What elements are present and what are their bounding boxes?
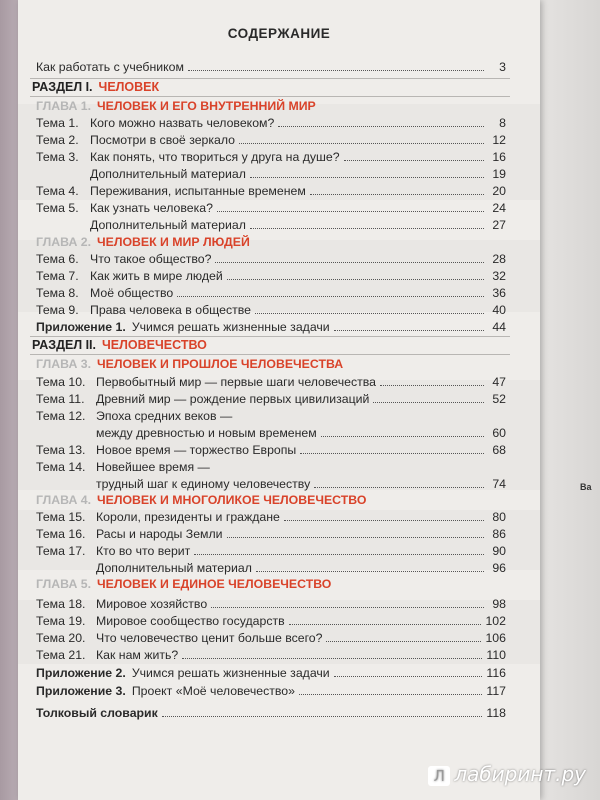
section-heading-2: РАЗДЕЛ II. ЧЕЛОВЕЧЕСТВО — [32, 338, 207, 352]
toc-entry-appendix-3: Приложение 3. Проект «Моё человечество» 117 — [36, 684, 506, 698]
toc-entry: Тема 9. Права человека в обществе 40 — [36, 303, 506, 317]
toc-entry: Тема 16. Расы и народы Земли 86 — [36, 527, 506, 541]
divider — [30, 336, 510, 337]
toc-entry-appendix-2: Приложение 2. Учимся решать жизненные задачи 116 — [36, 666, 506, 680]
toc-entry: Тема 12. Эпоха средних веков — — [36, 409, 233, 423]
toc-entry-appendix-1: Приложение 1. Учимся решать жизненные задачи 44 — [36, 320, 506, 334]
chapter-heading-2: ГЛАВА 2. ЧЕЛОВЕК И МИР ЛЮДЕЙ — [36, 235, 250, 249]
toc-entry: Тема 13. Новое время — торжество Европы 68 — [36, 443, 506, 457]
contents-page — [18, 0, 540, 800]
toc-entry: Дополнительный материал 96 — [96, 561, 506, 575]
toc-entry: Тема 21. Как нам жить? 110 — [36, 648, 506, 662]
toc-entry: Тема 2. Посмотри в своё зеркало 12 — [36, 133, 506, 147]
toc-entry: Тема 8. Моё общество 36 — [36, 286, 506, 300]
toc-entry: Тема 3. Как понять, что твориться у друга на душе? 16 — [36, 150, 506, 164]
toc-entry: Тема 6. Что такое общество? 28 — [36, 252, 506, 266]
section-heading-1: РАЗДЕЛ I. ЧЕЛОВЕК — [32, 80, 160, 94]
toc-entry: Тема 15. Короли, президенты и граждане 80 — [36, 510, 506, 524]
labirint-logo-icon: Л — [428, 766, 450, 786]
toc-entry: Дополнительный материал 19 — [90, 167, 506, 181]
toc-entry-glossary: Толковый словарик 118 — [36, 706, 506, 720]
chapter-heading-1: ГЛАВА 1. ЧЕЛОВЕК И ЕГО ВНУТРЕННИЙ МИР — [36, 99, 316, 113]
toc-entry-intro: Как работать с учебником 3 — [36, 60, 506, 74]
divider — [30, 96, 510, 97]
toc-entry: Тема 19. Мировое сообщество государств 102 — [36, 614, 506, 628]
adjacent-page-text: Ва — [580, 482, 592, 492]
toc-entry: Тема 7. Как жить в мире людей 32 — [36, 269, 506, 283]
chapter-heading-4: ГЛАВА 4. ЧЕЛОВЕК И МНОГОЛИКОЕ ЧЕЛОВЕЧЕСТВО — [36, 493, 367, 507]
toc-entry: трудный шаг к единому человечеству 74 — [96, 477, 506, 491]
toc-entry: Тема 20. Что человечество ценит больше всего? 106 — [36, 631, 506, 645]
toc-entry: Тема 18. Мировое хозяйство 98 — [36, 597, 506, 611]
divider — [30, 354, 510, 355]
page-title: СОДЕРЖАНИЕ — [227, 26, 331, 41]
watermark: Л лабиринт.ру — [428, 762, 586, 786]
toc-entry: Тема 10. Первобытный мир — первые шаги человечества 47 — [36, 375, 506, 389]
toc-entry: Тема 4. Переживания, испытанные временем 20 — [36, 184, 506, 198]
chapter-heading-3: ГЛАВА 3. ЧЕЛОВЕК И ПРОШЛОЕ ЧЕЛОВЕЧЕСТВА — [36, 357, 344, 371]
adjacent-page — [540, 0, 600, 800]
toc-entry: между древностью и новым временем 60 — [96, 426, 506, 440]
divider — [30, 78, 510, 79]
toc-entry: Дополнительный материал 27 — [90, 218, 506, 232]
toc-entry: Тема 14. Новейшее время — — [36, 460, 210, 474]
toc-entry: Тема 1. Кого можно назвать человеком? 8 — [36, 116, 506, 130]
toc-entry: Тема 5. Как узнать человека? 24 — [36, 201, 506, 215]
toc-entry: Тема 11. Древний мир — рождение первых цивилизаций 52 — [36, 392, 506, 406]
toc-entry: Тема 17. Кто во что верит 90 — [36, 544, 506, 558]
chapter-heading-5: ГЛАВА 5. ЧЕЛОВЕК И ЕДИНОЕ ЧЕЛОВЕЧЕСТВО — [36, 577, 332, 591]
